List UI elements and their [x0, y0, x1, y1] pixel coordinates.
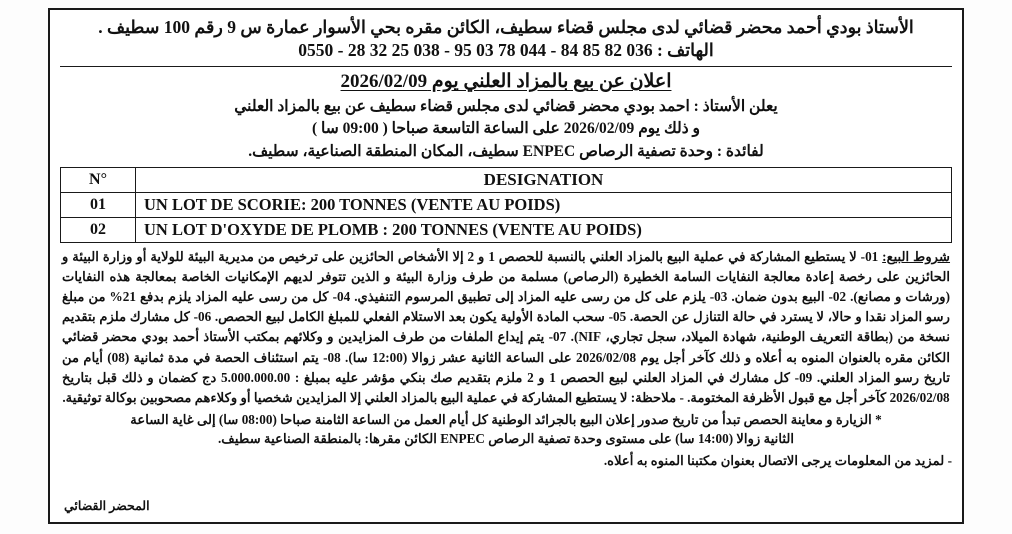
column-header-designation: DESIGNATION: [136, 168, 952, 193]
header-divider: [60, 66, 952, 67]
intro-line-2: و ذلك يوم 2026/02/09 على الساعة التاسعة صباحا ( 09:00 سا ): [311, 120, 701, 138]
sale-conditions-body: 01- لا يستطيع المشاركة في عملية البيع بالمزاد العلني بالنسبة للحصص 1 و 2 إلا الأشخاص الحائزين على ترخيص من مديرية البيئة للولاية أو وزارة البيئة و الحائزين على رخصة إعادة معالجة النفايات السامة الخطيرة (الرصاص) مسلمة من طرف وزارة البيئة و الذين تتوفر لديهم الإمكانيات الخاصة بمعالجة هذه النفايات (ورشات و مصانع). 02- البيع بدون ضمان. 03- يلزم على كل من رسى عليه المزاد إلى تطبيق المرسوم التنفيذي. 04- كل من رسى عليه المزاد يلزم بدفع 21% من مبلغ رسو المزاد نقدا و حالا، لا يسترد في حالة التنازل عن الحصة. 05- سحب المادة الأولية يكون بعد الاستلام الفعلي للمبلغ الكامل لبيع الحصص. 06- كل مشارك ملزم بتقديم نسخة من (بطاقة التعريف الوطنية، شهادة الميلاد، سجل تجاري، NIF). 07- يتم إيداع الملفات من طرف المزايدين و وكلائهم بمكتب الأستاذ أحمد بودي محضر قضائي الكائن مقره بالعنوان المنوه به أعلاه و ذلك كآخر أجل يوم 2026/02/08 على الساعة الثانية عشر زوالا (12:00 سا). 08- يتم استئناف الحصة في مدة ثمانية (08) أيام من تاريخ رسو المزاد العلني. 09- كل مشارك في المزاد العلني لبيع الحصص 1 و 2 ملزم بتقديم صك بنكي مؤشر عليه بمبلغ : 5.000.000.00 دج كضمان و ذلك قبل بتاريخ 2026/02/08 كآخر أجل مع قبول الأظرفة المختومة. - ملاحظة: لا يستطيع المشاركة في عملية البيع بالمزاد العلني إلا المزايدين شخصيا أو وكلاءهم مصحوبين بوكالة توثيقية.: [62, 249, 951, 405]
header-line-office: الأستاذ بودي أحمد محضر قضائي لدى مجلس قضاء سطيف، الكائن مقره بحي الأسوار عمارة س 9 رقم 100 سطيف .: [98, 17, 914, 37]
notice-intro: [60, 96, 952, 163]
lot-number: 02: [61, 218, 136, 243]
sale-conditions: [62, 247, 950, 408]
lot-designation: UN LOT DE SCORIE: 200 TONNES (VENTE AU POIDS): [136, 193, 952, 218]
visit-notice: [60, 410, 952, 450]
notice-header: [60, 14, 952, 62]
table-header-row: [61, 168, 952, 193]
more-information-note: - لمزيد من المعلومات يرجى الاتصال بعنوان مكتبنا المنوه به أعلاه.: [603, 453, 952, 469]
visit-line-1: * الزيارة و معاينة الحصص تبدأ من تاريخ صدور إعلان البيع بالجرائد الوطنية كل أيام العمل من الساعة الثامنة صباحا (08:00 سا) إلى غاية الساعة: [130, 411, 882, 427]
lot-designation: UN LOT D'OXYDE DE PLOMB : 200 TONNES (VENTE AU POIDS): [136, 218, 952, 243]
intro-line-3: لفائدة : وحدة تصفية الرصاص ENPEC سطيف، المكان المنطقة الصناعية، سطيف.: [248, 142, 764, 160]
header-line-phone: الهاتف : 036 82 85 84 - 044 78 03 95 - 038 25 32 28 - 0550: [298, 40, 714, 61]
lot-number: 01: [61, 193, 136, 218]
visit-line-2: الثانية زوالا (14:00 سا) على مستوى وحدة تصفية الرصاص ENPEC الكائن مقرها: بالمنطقة الصناعية سطيف.: [217, 431, 795, 447]
page-title: اعلان عن بيع بالمزاد العلني يوم 2026/02/09: [340, 70, 672, 92]
table-row: [61, 193, 952, 218]
signature-block: المحضر القضائي: [64, 499, 150, 513]
column-header-no: N°: [61, 168, 136, 193]
intro-line-1: يعلن الأستاذ : احمد بودي محضر قضائي لدى مجلس قضاء سطيف عن بيع بالمزاد العلني: [234, 97, 778, 115]
sale-conditions-label: شروط البيع:: [882, 249, 951, 265]
lots-table: [60, 167, 952, 243]
table-row: [61, 218, 952, 243]
auction-notice: [48, 8, 964, 524]
